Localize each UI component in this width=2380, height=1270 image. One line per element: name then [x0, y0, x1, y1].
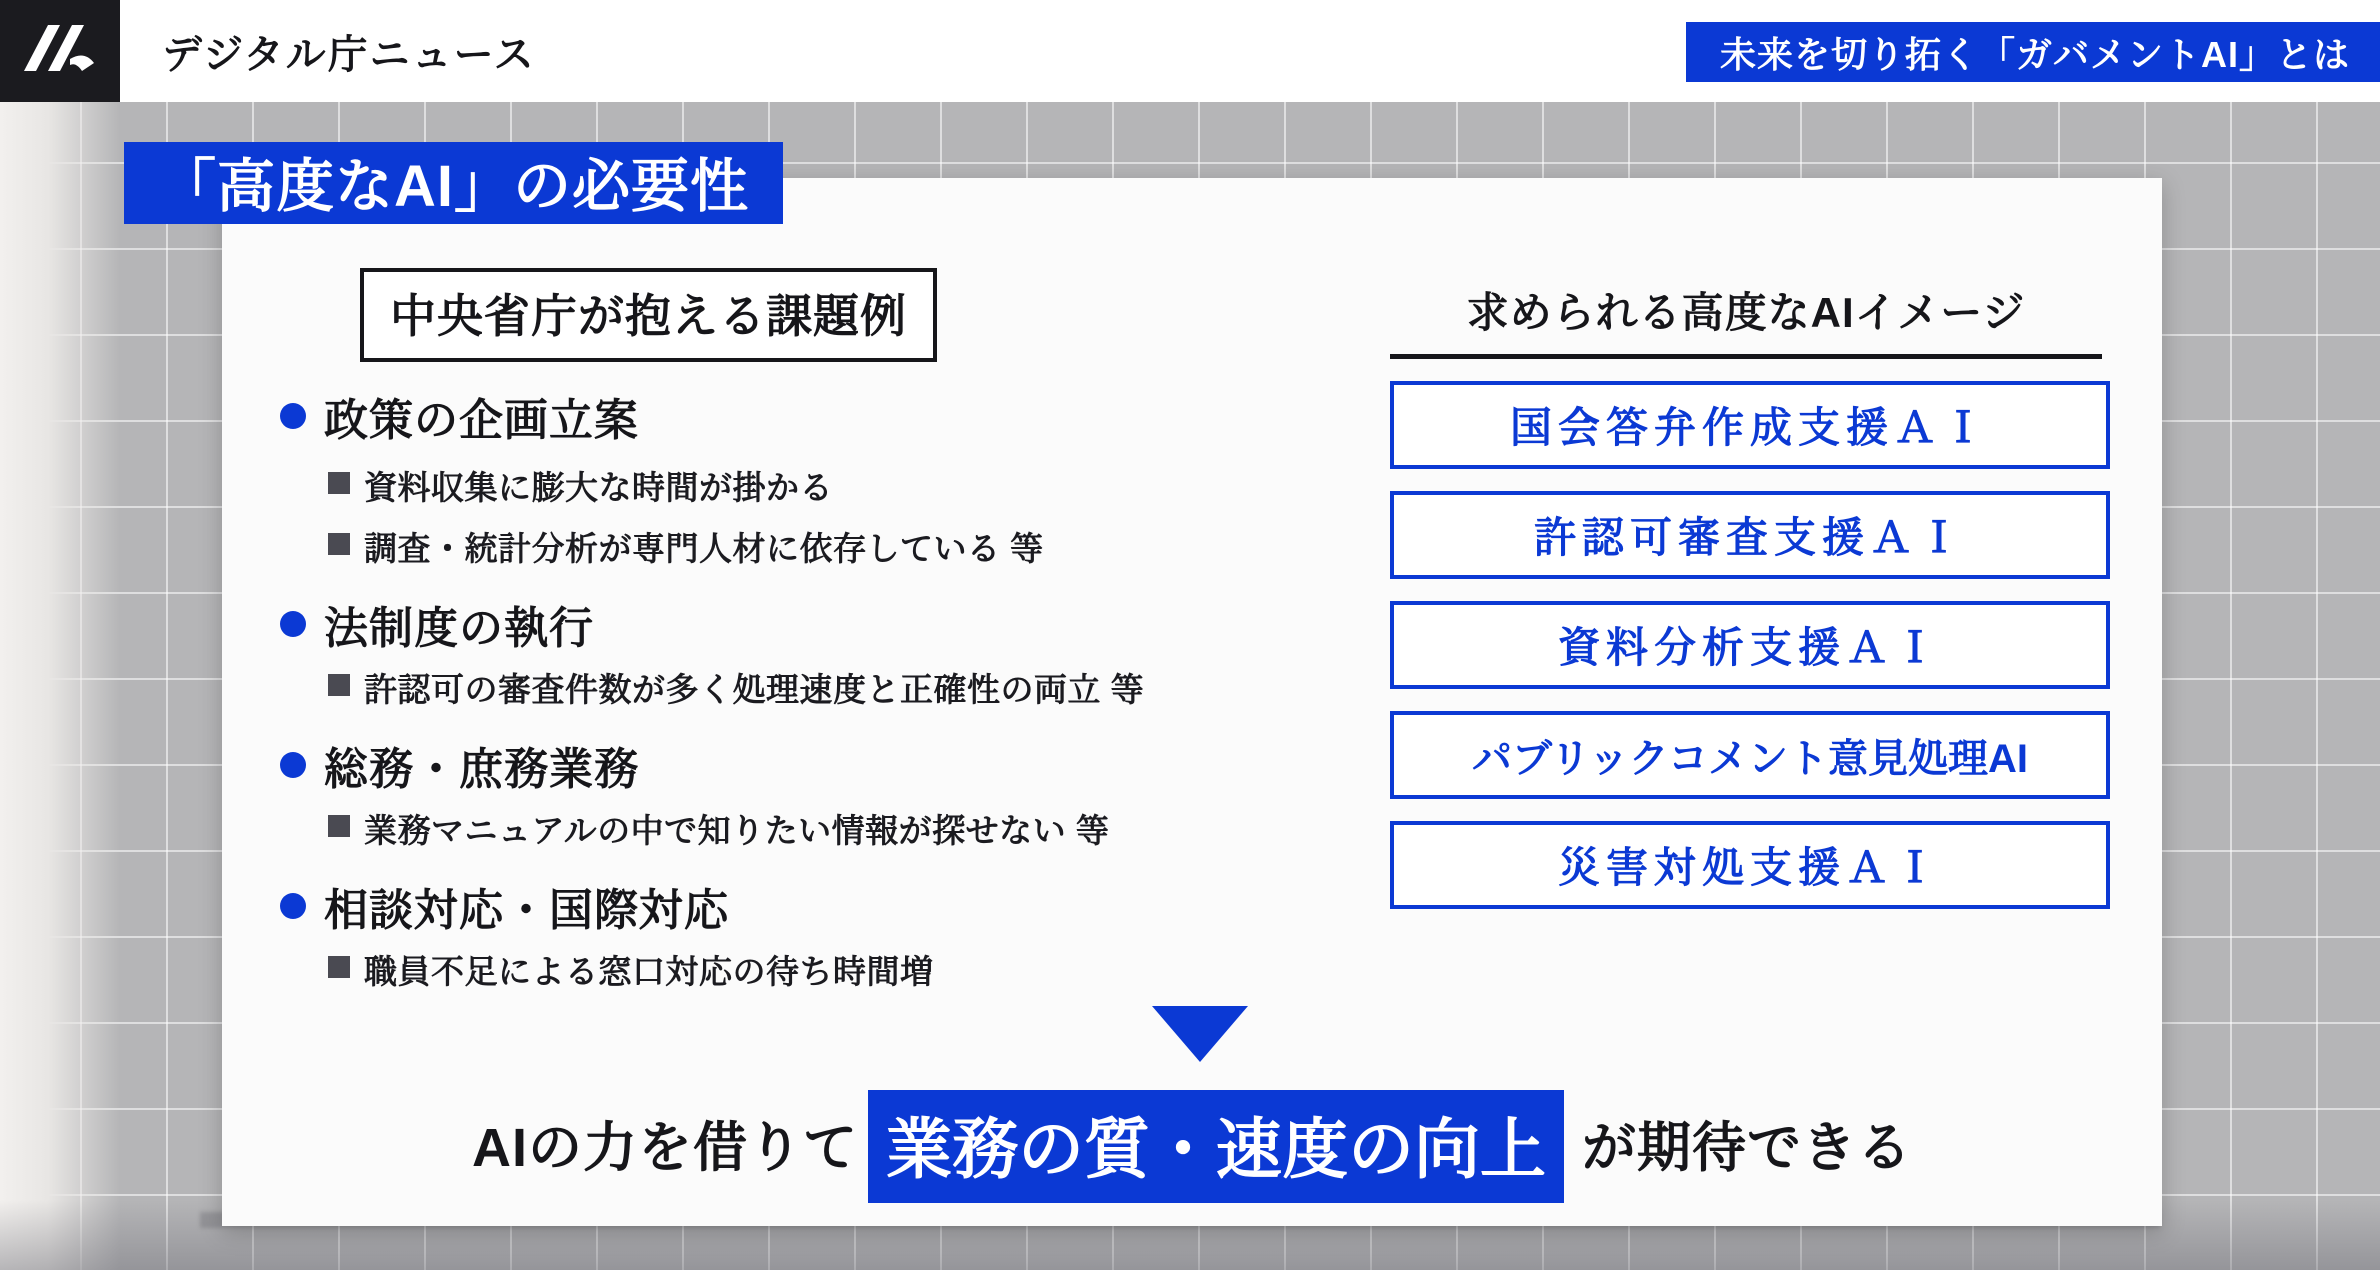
conclusion-suffix: が期待できる	[1582, 1118, 1912, 1178]
topic-block	[280, 874, 1330, 993]
slide-title: 「高度なAI」の必要性	[124, 142, 783, 224]
topic-ribbon: 未来を切り拓く「ガバメントAI」とは	[1686, 22, 2380, 82]
topic-sub-item	[328, 664, 1330, 711]
topic-header	[280, 733, 1330, 797]
ai-item-box: 災害対処支援ＡＩ	[1390, 821, 2110, 909]
topic-label: 相談対応・国際対応	[324, 886, 729, 935]
program-title: デジタル庁ニュース	[162, 32, 536, 77]
topic-header	[280, 592, 1330, 656]
top-bar	[0, 0, 2380, 102]
topic-block	[280, 733, 1330, 852]
topic-sub-label: 業務マニュアルの中で知りたい情報が探せない 等	[364, 812, 1110, 849]
bullet-dot-icon	[280, 893, 306, 919]
topic-sub-label: 職員不足による窓口対応の待ち時間増	[364, 953, 934, 990]
conclusion-line	[222, 1090, 2162, 1203]
topic-sub-label: 許認可の審査件数が多く処理速度と正確性の両立 等	[364, 671, 1145, 708]
topic-sub-label: 調査・統計分析が専門人材に依存している 等	[364, 530, 1044, 567]
topic-label: 法制度の執行	[324, 604, 594, 653]
topic-sub-item	[328, 523, 1330, 570]
square-bullet-icon	[328, 674, 350, 696]
topic-sub-item	[328, 462, 1330, 509]
square-bullet-icon	[328, 815, 350, 837]
background-left-fade	[0, 0, 120, 1270]
digital-agency-logo-icon	[0, 0, 120, 102]
topic-header	[280, 384, 1330, 448]
conclusion-highlight: 業務の質・速度の向上	[868, 1090, 1564, 1203]
ai-item-box: 資料分析支援ＡＩ	[1390, 601, 2110, 689]
bullet-dot-icon	[280, 611, 306, 637]
topic-header	[280, 874, 1330, 938]
topic-sub-label: 資料収集に膨大な時間が掛かる	[364, 469, 833, 506]
topic-label: 政策の企画立案	[324, 396, 639, 445]
topic-block	[280, 592, 1330, 711]
topic-sub-item	[328, 946, 1330, 993]
down-triangle-icon	[1152, 1006, 1248, 1062]
topic-block	[280, 384, 1330, 570]
square-bullet-icon	[328, 533, 350, 555]
square-bullet-icon	[328, 472, 350, 494]
ai-item-box: 許認可審査支援ＡＩ	[1390, 491, 2110, 579]
topic-label: 総務・庶務業務	[324, 745, 639, 794]
right-heading: 求められる高度なAIイメージ	[1390, 280, 2102, 359]
right-column	[1390, 280, 2110, 909]
ai-item-box: パブリックコメント意見処理AI	[1390, 711, 2110, 799]
bullet-dot-icon	[280, 403, 306, 429]
conclusion-prefix: AIの力を借りて	[472, 1118, 858, 1178]
square-bullet-icon	[328, 956, 350, 978]
left-column	[280, 268, 1330, 993]
left-heading: 中央省庁が抱える課題例	[360, 268, 937, 362]
topic-sub-item	[328, 805, 1330, 852]
ai-item-box: 国会答弁作成支援ＡＩ	[1390, 381, 2110, 469]
bullet-dot-icon	[280, 752, 306, 778]
